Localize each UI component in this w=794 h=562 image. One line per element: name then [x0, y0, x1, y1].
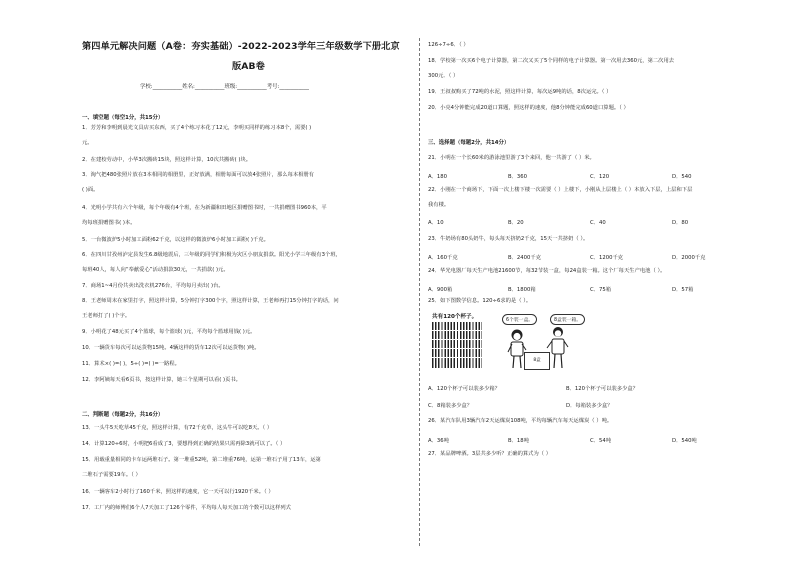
- question-26: 26．某汽车队用3辆汽车2天运煤炭108吨，平均每辆汽车每天运煤炭（ ）吨。: [428, 418, 613, 424]
- column-divider: [419, 38, 421, 546]
- q25-option-a: A．120个杯子可以装多少箱？: [428, 386, 501, 392]
- speech-bubble-left: 6个装一盒。: [502, 314, 537, 325]
- cups-grid-image: [432, 322, 482, 368]
- question-17-continued: 126÷7÷6．（ ）: [428, 42, 469, 48]
- question-23: 23．牛奶场有80头奶牛，每头每天挤奶2千克，15天一共挤奶（ ）。: [428, 236, 589, 242]
- question-13: 13．一头牛5天吃草45千克，照这样计算，有72千克草，这头牛可以吃8天。（ ）: [82, 425, 273, 431]
- question-9: 9．小明花了48元买了4个篮球，每个篮球( )元，平均每个篮球用钱( )元。: [82, 329, 256, 335]
- q23-option-c: C．1200千克: [590, 255, 624, 261]
- q25-option-d: D．每箱装多少盒？: [566, 403, 613, 409]
- q22-option-b: B．20: [508, 220, 524, 226]
- question-3-line2: ( )面。: [82, 187, 99, 193]
- student-info: 学校:___________姓名:___________班级:___________考号:___________: [140, 84, 309, 90]
- question-8-line1: 8．王老师周末在家里打字，照这样计算，5分钟打字300个字，照这样计算，王老师再打15分钟打字的话，问: [82, 298, 339, 304]
- q26-option-c: C．54吨: [590, 438, 612, 444]
- question-1-line1: 1．芳芳和李明到晨光文具店买东西，买了4个练习本花了12元，李明买同样的练习本8个，需要( ): [82, 125, 312, 131]
- cups-figure: [432, 312, 582, 372]
- q26-option-a: A．36吨: [428, 438, 449, 444]
- question-10: 10．一辆货车每次可以运货物15吨。4辆这样的货车12次可以运货物( )吨。: [82, 345, 260, 351]
- q26-option-d: D．540吨: [672, 438, 697, 444]
- page-title-line2: 版AB卷: [232, 61, 265, 72]
- question-11: 11．算术×( )=( )，5÷( )=( )=一路程。: [82, 361, 180, 367]
- question-27: 27．某品牌啤酒。3层共多少听？正确的算式为（ ）: [428, 451, 552, 457]
- q23-option-d: D．2000千克: [672, 255, 706, 261]
- question-4-line1: 4．光明小学共有六个年级，每个年级有4个班，在为新疆和田地区捐赠图书时，一共捐赠图书960本，平: [82, 205, 327, 211]
- question-20: 20．小亮4分钟能完成20道口算题，照这样的速度，他8分钟能完成60道口算题。（ ）: [428, 105, 629, 111]
- question-14: 14．计算120÷6时，小明把6看成了3，要想得到正确的结果只需再除3就可以了。（ ）: [82, 441, 286, 447]
- question-6-line2: 每班40人，每人向“奉献爱心”活动捐款30元，一共捐款( )元。: [82, 267, 229, 273]
- question-15-line2: 二堆石子需要19车。（ ）: [82, 472, 141, 478]
- figure-caption: 共有120个杯子。: [432, 314, 478, 320]
- question-18-line2: 300元．（ ）: [428, 73, 459, 79]
- q24-option-b: B．1800箱: [508, 287, 536, 293]
- question-21: 21．小明在一个长60米的游泳池里游了3个来回，他一共游了（ ）米。: [428, 155, 595, 161]
- question-8-line2: 王老师打了( )个字。: [82, 313, 131, 319]
- q24-option-a: A．900箱: [428, 287, 453, 293]
- question-5: 5．一台微波炉5小时加工面粉62千克，以这样的微波炉6小时加工面粉( )千克。: [82, 237, 269, 243]
- question-1-line2: 元。: [82, 140, 93, 146]
- question-17: 17．工厂内的师傅们6个人7天加工了126个零件，平均每人每天加工的个数可以这样列式: [82, 505, 291, 511]
- q25-option-b: B．120个杯子可以装多少盒？: [566, 386, 639, 392]
- q22-option-c: C．40: [590, 220, 606, 226]
- question-19: 19．王叔叔购买了72吨的水泥，照这样计算，每次运9吨的话，8次运完。（ ）: [428, 89, 612, 95]
- q25-option-c: C．8箱装多少盒？: [428, 403, 473, 409]
- question-24: 24．华光电器厂每天生产电池21600节，每32节装一盒，每24盒装一箱。这个厂每天生产电池（ ）。: [428, 268, 666, 274]
- q26-option-b: B．18吨: [508, 438, 529, 444]
- speech-bubble-right: 8盒装一箱。: [550, 314, 585, 325]
- question-18-line1: 18．学校第一次买6个电子计算器，第二次又买了5个同样的电子计算器。第一次用去360元，第二次用去: [428, 58, 675, 64]
- question-16: 16．一辆客车2小时行了160千米，照这样的速度，它一天可以行1920千米。（ ）: [82, 489, 274, 495]
- question-7: 7．商场1~4月份共卖出洗衣机276台，平均每月卖出( )台。: [82, 283, 224, 289]
- q23-option-b: B．2400千克: [508, 255, 542, 261]
- question-22-line2: 我有楼。: [428, 202, 450, 208]
- question-2: 2．在建校劳动中，小华3次搬砖15块，照这样计算，10次共搬砖( )块。: [82, 157, 252, 163]
- question-6-line1: 6．在四川甘孜州泸定县发生6.8级地震后，三年级的同学们积极为灾区小朋友捐款。阳光小学三年级有3个班，: [82, 252, 341, 258]
- question-4-line2: 均每班捐赠图书( )本。: [82, 220, 136, 226]
- q21-option-a: A．180: [428, 174, 448, 180]
- q24-option-c: C．75箱: [590, 287, 612, 293]
- q21-option-d: D．540: [672, 174, 692, 180]
- q23-option-a: A．160千克: [428, 255, 458, 261]
- q22-option-d: D．80: [672, 220, 689, 226]
- question-3-line1: 3．淘气把480张照片放在3本相同的相册里，正好放满，相册每面可以放4张照片，那么每本相册有: [82, 172, 315, 178]
- question-25: 25．如下图数学信息。120÷6求的是（ ）。: [428, 298, 532, 304]
- q22-option-a: A．10: [428, 220, 444, 226]
- question-12: 12．李阿姨每天看6页书，按这样计算，她三个星期可以看( )页书。: [82, 377, 241, 383]
- q21-option-c: C．120: [590, 174, 610, 180]
- page-title-line1: 第四单元解决问题（A卷：夯实基础）-2022-2023学年三年级数学下册北京: [82, 41, 400, 52]
- question-15-line1: 15．用载重量相同的卡车运两堆石子。第一堆重52吨，第二堆重76吨，运第一堆石子用了13车，运第: [82, 457, 321, 463]
- section-choice: 三、选择题（每题2分，共14分）: [428, 140, 510, 146]
- section-fill-blank: 一、填空题（每空1分，共15分）: [82, 115, 164, 121]
- q24-option-d: D．57箱: [672, 287, 694, 293]
- q21-option-b: B．360: [508, 174, 528, 180]
- section-true-false: 二、判断题（每题2分，共16分）: [82, 412, 164, 418]
- question-22-line1: 22．小刚在一个商场下，下面一次上楼下楼一次需要（ ）上楼下，小刚从上层楼上（ ）本放入下层，上层和下层: [428, 187, 693, 193]
- carton-box: 8盒: [524, 352, 550, 370]
